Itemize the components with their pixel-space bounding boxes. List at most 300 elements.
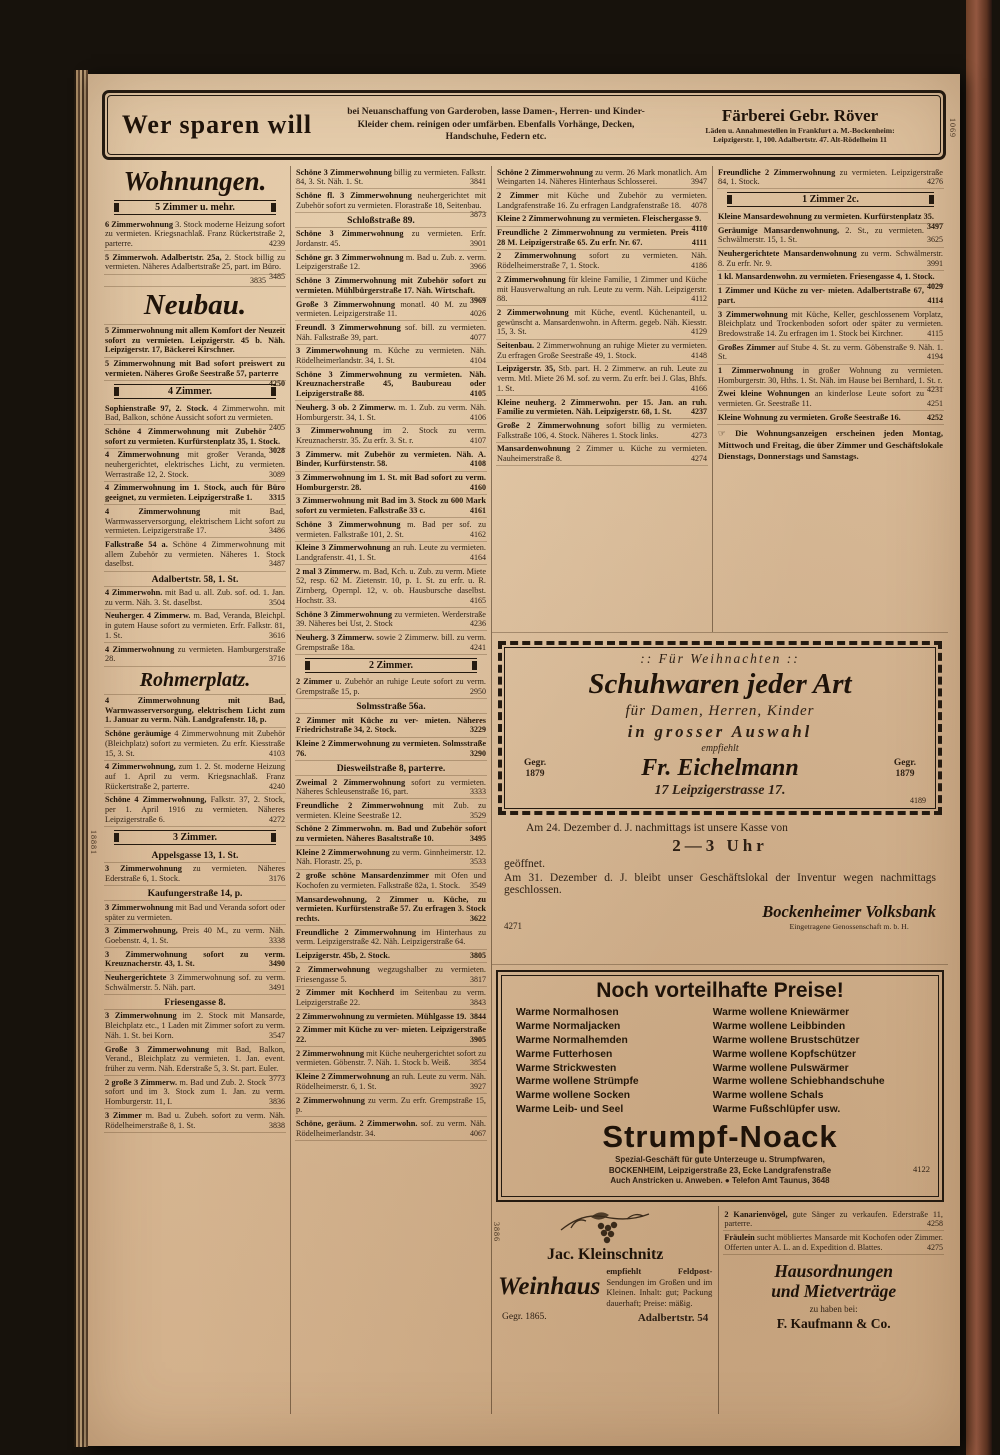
ad-lead: 1 Zimmerwohnung [718, 366, 803, 376]
ad-number: 4107 [470, 435, 486, 445]
ad-number: 4276 [927, 177, 943, 187]
bank-footer [504, 902, 936, 931]
ad-number: 4164 [470, 553, 486, 562]
classified-ad: Mansardenwohnung 2 Zimmer u. Küche zu vermieten. Nauheimerstraße 8. 4274 [496, 443, 708, 466]
ad-lead: 4 Zimmerwohnung [105, 644, 178, 654]
ad-number: 4275 [927, 1242, 943, 1252]
ad-lead: 4 Zimmerwohnung, [105, 762, 179, 772]
ad-lead: Große 2 Zimmerwohnung [497, 420, 607, 430]
ad-number: 4115 [927, 328, 943, 338]
wine-house-owner: Jac. Kleinschnitz [546, 1246, 664, 1263]
classified-ad: Kleine 2 Zimmerwohnung an ruh. Leute zu verm. Näh. Rödelheimerstr. 6, 1. St. 3927 [295, 1071, 487, 1094]
ad-number: 4236 [470, 619, 486, 629]
ad-lead: Geräumige Mansardenwohnung, [718, 225, 846, 235]
classified-ad: Geräumige Mansardenwohnung, 2. St., zu vermieten. Schwälmerstr. 15, 1. St. 3625 [717, 224, 944, 247]
bank-name: Bockenheimer Volksbank [762, 902, 936, 921]
classified-ad: 3 Zimmerwohnung im 2. Stock zu verm. Kreuznacherstr. 35. Zu erfr. 3. St. r. 4107 [295, 425, 487, 448]
ad-lead: 3 Zimmerwohnung [718, 309, 792, 319]
ad-lead: Kleine neuherg. 2 Zimmerwohn. [497, 397, 626, 407]
ad-number: 4026 [470, 309, 486, 319]
ad-number: 4110 [691, 224, 707, 234]
ad-lead: 3 Zimmerwohnung [296, 473, 368, 483]
ad-lead: Seitenbau. [497, 341, 537, 351]
classified-ad: Schöne 3 Zimmerwohnung billig zu vermieten. Falkstr. 84, 3. St. Näh. 1. St. 3841 [295, 166, 487, 189]
ad-lead: Schöne fl. 3 Zimmerwohnung [296, 190, 418, 200]
classified-ad: 3 Zimmerwohnung mit Küche, Keller, geschlossenem Vorplatz, Bleichplatz und Trockenboden sofort oder später zu vermieten. Bredowstraße 14. Zu erfragen im 1. Stock bei Kirchner. 4115 [717, 308, 944, 341]
classified-ad: 3 Zimmerwohnung mit Bad im 3. Stock zu 600 Mark sofort zu vermieten. Falkstraße 33 c. 4161 [295, 495, 487, 518]
classified-ad: Freundl. 3 Zimmerwohnung sof. bill. zu vermieten. Näh. Falkstraße 39, part. 4077 [295, 321, 487, 344]
ad-number: 4186 [691, 261, 707, 271]
ad-lead: 2 große schöne Mansardenzimmer [296, 871, 435, 881]
ad-lead: 2 Zimmer [296, 677, 336, 687]
ad-number: 3338 [269, 935, 285, 945]
ad-number: 3333 [470, 787, 486, 797]
price-list-item: Warme Fußschlüpfer usw. [712, 1104, 841, 1116]
ad-number: 2405 [269, 422, 285, 432]
ad-number: 4103 [269, 748, 285, 758]
ad-number: 3901 [470, 239, 486, 249]
ad-number: 3176 [269, 874, 285, 884]
ad-lead: Zwei kleine Wohnungen [718, 389, 815, 399]
section-divider: 5 Zimmer u. mehr. [114, 200, 276, 215]
ad-number: 3028 [269, 446, 285, 456]
bank-signature [762, 902, 936, 931]
ad-lead: Schöne 3 Zimmerwohnung [296, 369, 409, 379]
ad-number: 3504 [269, 597, 285, 607]
right-classifieds [492, 166, 948, 633]
ad-number: 3625 [927, 235, 943, 245]
ad-lead: Schöne 4 Zimmerwohnung mit [105, 426, 236, 436]
ad-lead: Fräulein [724, 1232, 758, 1242]
classified-ad: 4 Zimmerwohnung im 1. Stock, auch für Büro geeignet, zu vermieten. Leipzigerstraße 1. 3315 [104, 482, 286, 505]
ad-lead: 2 Zimmer mit Küche zu ver- [296, 1025, 402, 1035]
ad-number: 4129 [691, 327, 707, 337]
ad-lead: 2 Zimmerwohnung [497, 251, 590, 261]
advertiser-line3: Leipzigerstr. 1, 100. Adalbertstr. 47. Alt-Rödelheim 11 [713, 135, 887, 144]
ad-number: 3616 [269, 630, 285, 640]
book-spine-edge [966, 0, 992, 1455]
section-divider: 3 Zimmer. [114, 830, 276, 845]
ad-lead: Schöne 4 Zimmerwohnung, [105, 795, 211, 805]
price-list-item: Warme Normalhosen [516, 1007, 619, 1018]
ad-lead: Freundliche 2 Zimmerwohnung [718, 167, 840, 177]
classified-ad: Große 2 Zimmerwohnung sofort billig zu vermieten. Falkstraße 106, 4. Stock. Näheres 1. Stock links. 4273 [496, 419, 708, 442]
classified-ad: 5 Zimmerwoh. Adalbertstr. 25a, 2. Stock billig zu vermieten. Näheres Adalbertstraße 25, part. im Büro. 3485 [105, 252, 285, 282]
classified-ad: 4 Zimmerwohnung mit Bad, Warmwasserversorgung, elektrischem Licht zum 1. Januar zu verm. Näh. Landgrafenstr. 18, p. [104, 695, 286, 728]
classified-ad: Leipzigerstr. 35, Stb. part. H. 2 Zimmerw. an ruh. Leute zu verm. Mtl. Miete 26 M. sof. zu verm. Zu erfr. bei J. Glas, Bhfs. 1. St. 4166 [496, 363, 708, 396]
price-list-item: Warme wollene Pulswärmer [712, 1062, 849, 1074]
kaufmann-name: F. Kaufmann & Co. [776, 1316, 891, 1332]
ad-number: 4114 [927, 295, 943, 305]
founded-year: 1879 [525, 768, 545, 779]
grapevine-icon [557, 1208, 653, 1246]
ad-number: 4252 [927, 412, 943, 422]
classified-ad: Kleine Wohnung zu vermieten. Große Seestraße 16. 4252 [717, 411, 944, 425]
merchant-name: Fr. Eichelmann [641, 755, 799, 781]
display-heading: Rohmerplatz. [104, 667, 286, 695]
classified-ad: Schöne 4 Zimmerwohnung, Falkstr. 37, 2. Stock, per 1. April 1916 zu vermieten. Näheres Leipzigerstraße 6. 4272 [104, 794, 286, 827]
ad-number: 4148 [691, 350, 707, 360]
ad-number: 3485 [269, 272, 285, 282]
ad-lead: Neuherg. 3 ob. 2 Zimmerw. [296, 402, 399, 412]
display-heading: Neubau. [104, 287, 286, 325]
classified-ad: 1 Zimmerwohnung in großer Wohnung zu vermieten. Homburgerstr. 30, Hths. 1. St. Näh. im Hause bei Bernhard, 1. St. r. 4231 [718, 366, 944, 395]
classified-ad: Neuhergerichtete 3 Zimmerwohnung sof. zu verm. Schwälmerstr. 5. Näh. part. 3491 [104, 972, 286, 995]
ad-number: 4165 [470, 595, 486, 605]
ad-number: 3969 [470, 295, 486, 305]
classified-ad: Schöne 3 Zimmerwohnung m. Bad per sof. zu vermieten. Falkstraße 101, 2. St. 4162 [295, 518, 487, 541]
ad-number: 3927 [470, 1081, 486, 1091]
classified-ad: 4 Zimmerwohnung mit großer Veranda, neuhergerichtet, elektrisches Licht, zu vermieten. Werrastraße 12, 2. Stock. 3089 [104, 449, 286, 482]
classified-ad: Zweimal 2 Zimmerwohnung sofort zu vermieten. Näheres Schleusenstraße 16, part. 3333 [295, 776, 487, 799]
ad-number: 3495 [470, 834, 486, 844]
classified-ad: Zwei kleine Wohnungen an kinderlose Leute sofort zu vermieten. Gr. Seestraße 11. 4251 [717, 388, 944, 411]
ad-lead: Freundliche 2 Zimmerwohnung [296, 800, 433, 810]
shoe-store-ad [498, 641, 942, 815]
price-list-item: Warme wollene Kniewärmer [712, 1007, 850, 1018]
column-1 [100, 166, 291, 1414]
margin-number: 18881 [89, 830, 98, 855]
classified-ad: Großes Zimmer auf Stube 4. St. zu verm. Göbenstraße 9. Näh. 1. St. 4194 [717, 341, 944, 364]
ad-number: 4258 [927, 1219, 943, 1229]
top-ad-banner-inner [107, 95, 941, 155]
classified-ad: 2 Zimmerwohnung zu vermieten. Mühlgasse 19. 3844 [295, 1010, 487, 1024]
price-list-item: Warme wollene Schals [712, 1090, 824, 1102]
ad-lead: 2 Zimmer [497, 190, 548, 200]
ad-number: 4166 [691, 383, 707, 393]
ad-lead: 3 Zimmerwohnung [105, 949, 204, 959]
ad-number: 4271 [504, 921, 522, 931]
ad-number: 3487 [269, 559, 285, 569]
classified-ad: Kleine 2 Zimmerwohnung zu verm. Ginnheimerstr. 12. Näh. Florastr. 25, p. 3533 [295, 846, 487, 869]
founded-left [524, 758, 546, 779]
price-list-item: Warme wollene Leibbinden [712, 1020, 846, 1032]
store-sub3: Auch Anstricken u. Anweben. ● Telefon Amt Taunus, 3648 [610, 1175, 830, 1185]
price-list-item: Warme wollene Brustschützer [712, 1034, 860, 1046]
ad-number: 3838 [269, 1120, 285, 1130]
classified-ad: 2 Zimmerwohnung sofort zu vermieten. Näh. Rödelheimerstraße 7, 1. Stock. 4186 [496, 250, 708, 273]
ad-number: 3491 [269, 982, 285, 992]
ad-number: 4250 [269, 378, 285, 388]
column-3-list [496, 166, 708, 466]
ad-lead: 5 Zimmerwoh. Adalbertstr. 25a, [105, 252, 225, 262]
bank-line1: Am 24. Dezember d. J. nachmittags ist unsere Kasse von [526, 822, 788, 834]
merchant-address: 17 Leipzigerstrasse 17. [654, 783, 786, 798]
kaufmann-ad [723, 1261, 944, 1332]
classified-ad: 4 Zimmerwohnung zu vermieten. Hamburgerstraße 28. 3716 [104, 643, 286, 666]
classified-ad: 3 Zimmerwohnung m. Küche zu vermieten. Näh. Rödelheimerlandstr. 34, 1. St. 4104 [295, 345, 487, 368]
publisher-note: ☞ Die Wohnungsanzeigen erscheinen jeden Montag, Mittwoch und Freitag, die über Zimmer und Geschäftslokale Dienstags, Donnerstags und Samstags. [718, 428, 943, 461]
ad-number: 4273 [691, 430, 707, 440]
classified-ad: Schöne 3 Zimmerwohnung zu vermieten. Näh. Kreuznacherstraße 45, Baubureau oder Leipzigerstraße 88. 4105 [295, 368, 487, 401]
price-list-item: Warme wollene Schiebhandschuhe [712, 1076, 885, 1088]
bank-notice-ad [492, 817, 948, 965]
classified-ad [295, 950, 487, 964]
ad-number: 4161 [470, 506, 486, 516]
classified-ad: 2 Zimmer mit Kochherd im Seitenbau zu verm. Leipzigerstraße 22. 3843 [295, 987, 487, 1010]
ad-lead: Sophienstraße 97, 2. Stock. [105, 403, 214, 413]
classified-ad: 3 Zimmerwohnung, Preis 40 M., zu verm. Näh. Goebenstr. 4, 1. St. 3338 [104, 925, 286, 948]
classified-ad: Schöne geräumige 4 Zimmerwohnung mit Zubehör (Bleichplatz) sofort zu vermieten. Zu erfr. Kiesstraße 15, 3. St. 4103 [104, 728, 286, 761]
classified-ad: 4 Zimmerwohnung mit Bad, Warmwasserversorgung, elektrischem Licht sofort zu vermieten. Leipzigerstraße 17. 3486 [104, 505, 286, 538]
kaufmann-sub: zu haben bei: [809, 1304, 858, 1315]
column-1-list [104, 200, 286, 1133]
classified-ad: 4 Zimmerwohn. mit Bad u. all. Zub. sof. od. 1. Jan. zu verm. Näh. 3. St. daselbst. 3504 [104, 587, 286, 610]
founded-word: Gegr. [524, 758, 547, 769]
ad-empfiehlt: empfiehlt [701, 743, 739, 754]
classified-ad: Seitenbau. 2 Zimmerwohnung an ruhige Mieter zu vermieten. Zu erfragen Große Seestraße 49, 1. Stock. 4148 [496, 340, 708, 363]
margin-number: 1069 [948, 118, 957, 138]
bottom-ads-row [492, 1206, 948, 1414]
classified-ad: Kleine 2 Zimmerwohnung zu vermieten. Fleischergasse 9. 4110 [497, 214, 707, 234]
price-list-item: Warme Futterhosen [516, 1048, 613, 1060]
ad-lead: 3 Zimmerw. [296, 449, 348, 459]
wine-house-address: Adalbertstr. 54 [637, 1311, 709, 1324]
ad-lead: Schöne 2 Zimmerwohn. m. Bad [296, 824, 415, 834]
ad-lead: Große 3 Zimmerwohnung [296, 299, 401, 309]
ad-number: 4105 [470, 389, 486, 399]
street-header: Kaufungerstraße 14, p. [104, 886, 286, 901]
ad-number: 4274 [691, 454, 707, 464]
ad-number: 4111 [691, 237, 707, 247]
ad-number: 4122 [913, 1164, 930, 1174]
ad-number: 3966 [470, 262, 486, 272]
price-list-item: Warme Normaljacken [516, 1020, 621, 1032]
column-2-list [295, 166, 487, 1141]
wine-house-ad [492, 1206, 719, 1414]
classified-ad: 3 Zimmerwohnung im 1. St. mit Bad sofort zu verm. Homburgerstr. 28. 4160 [295, 472, 487, 495]
classified-ad: 2 Zimmerwohnung zu verm. Zu erfr. Grempstraße 15, p. [295, 1094, 487, 1117]
classified-ad: Freundliche 2 Zimmerwohnung zu vermieten. Leipzigerstraße 84, 1. Stock. 4276 [717, 166, 944, 189]
page-section-title: Wohnungen. [123, 166, 267, 196]
ad-headline: Schuhwaren jeder Art [588, 668, 852, 700]
ad-lead: Großes Zimmer [718, 342, 778, 352]
ad-lead: 2 Zimmerwohnung [296, 1095, 368, 1105]
ad-lead: Schöne 3 Zimmerwohnung mit [296, 276, 418, 286]
ad-number: 3622 [470, 913, 486, 923]
ad-number: 4108 [470, 459, 486, 469]
wine-house-body [498, 1266, 712, 1309]
classified-ad: Schöne 3 Zimmerwohnung mit Zubehör sofort zu vermieten. Mühlbürgerstraße 17. Näh. Wirtschaft. 3969 [296, 276, 486, 305]
ad-lead: Schöne 3 Zimmerwohnung [296, 167, 395, 177]
ad-number: 3947 [691, 177, 707, 187]
ad-number: 3315 [269, 493, 285, 503]
ad-number: 3089 [269, 469, 285, 479]
ad-number: 4189 [910, 796, 926, 805]
classified-ad: Schöne, geräum. 2 Zimmerwohn. sof. zu verm. Näh. Rödelheimerlandstr. 34. 4067 [295, 1117, 487, 1140]
ad-lead: 2 große 3 Zimmerw. [105, 1077, 180, 1087]
ad-subline2: in grosser Auswahl [627, 722, 813, 741]
ad-number: 4078 [691, 200, 707, 210]
ad-lead: 2 Zimmerwohnung [296, 1048, 367, 1058]
ad-lead: 4 Zimmerwohnung [105, 506, 230, 516]
ad-lead: 4 Zimmerwohnung [105, 483, 180, 493]
advertiser-name: Färberei Gebr. Röver [721, 106, 879, 125]
classified-ad: Schöne 3 Zimmerwohnung zu vermieten. Werderstraße 39. Näheres bei Ust, 2. Stock 4236 [295, 608, 487, 631]
classified-ad: Kleine Mansardewohnung zu vermieten. Kurfürstenplatz 35. 3497 [718, 211, 943, 231]
ad-number: 4077 [470, 332, 486, 342]
ad-number: 4194 [927, 352, 943, 362]
classified-ad: Mansardewohnung, 2 Zimmer u. Küche, zu vermieten. Kurfürstenstraße 57. Zu erfragen 3. Stock rechts. 3622 [295, 893, 487, 926]
ad-number: 3841 [470, 177, 486, 187]
wine-house-lead: empfiehlt Feldpost- [606, 1266, 713, 1276]
founded-year: 1879 [895, 768, 915, 779]
classified-ad: Große 3 Zimmerwohnung monatl. 40 M. zu vermieten. Leipzigerstraße 11. 4026 [295, 298, 487, 321]
bank-line3: Am 31. Dezember d. J. bleibt unser Geschäftslokal der Inventur wegen nachmittags geschlossen. [504, 872, 936, 896]
ad-number: 4104 [470, 356, 486, 366]
classified-ad: Schöne 3 Zimmerwohnung zu vermieten. Erfr. Jordanstr. 45. 3901 [295, 228, 487, 251]
ad-lead: Schöne 2 Zimmerwohnung [497, 167, 596, 177]
street-header: Appelsgasse 13, 1. St. [104, 848, 286, 863]
price-list-left [508, 1006, 707, 1117]
ad-number: 3497 [927, 221, 943, 231]
classified-columns [100, 166, 948, 1414]
ad-lead: 3 Zimmerwohnung [105, 1011, 183, 1021]
ad-number: 4112 [691, 294, 707, 304]
ad-lead: 2 Zimmer mit Küche zu ver- [296, 715, 425, 725]
ad-name-row [510, 755, 930, 782]
ad-number: 4231 [927, 385, 943, 395]
classified-ad: 2 Zimmer mit Küche zu ver- mieten. Näheres Friedrichstraße 34, 2. Stock. 3229 [295, 714, 487, 737]
ad-lead: 4 Zimmerwohn. [105, 588, 166, 598]
ad-lead: 2 Zimmerwohnung [497, 307, 575, 317]
classified-ad: Schöne 2 Zimmerwohn. m. Bad und Zubehör sofort zu vermieten. Näheres Basaltstraße 10. 3495 [295, 823, 487, 846]
ad-number: 4241 [470, 642, 486, 652]
ad-lead: 2 Zimmerwohnung [296, 1011, 367, 1021]
classified-ad: Schöne 4 Zimmerwohnung mit Zubehör sofort zu vermieten. Kurfürstenplatz 35, 1. Stock. 3028 [105, 426, 285, 456]
ad-lead: Kleine 2 Zimmerwohnung [296, 1072, 392, 1082]
classified-ad: 2 Zimmer u. Zubehör an ruhige Leute sofort zu verm. Grempstraße 15, p. 2950 [295, 676, 487, 699]
ad-lead: 3 Zimmerwohnung [296, 496, 367, 506]
classified-ad: 3 Zimmerwohnung mit Bad und Veranda sofort oder später zu vermieten. [104, 901, 286, 924]
column-4-list [717, 166, 944, 464]
ad-number: 4240 [269, 781, 285, 791]
banner-advertiser [666, 106, 940, 144]
ad-lead: Neuhergerichtete [105, 973, 170, 983]
classified-ad: Neuherg. 3 ob. 2 Zimmerw. m. 1. Zub. zu verm. Näh. Homburgerstr. 34, 1. St. 4106 [295, 401, 487, 424]
classified-ad: 1 Zimmer und Küche zu ver- mieten. Adalbertstraße 67, part. 4114 [717, 285, 944, 308]
pointing-hand-icon: ☞ [718, 429, 736, 440]
classified-ad: Freundliche 2 Zimmerwohnung im Hinterhaus zu verm. Leipzigerstraße 42. Näh. Leipzigerstraße 64. [295, 926, 487, 949]
section-divider: 1 Zimmer 2c. [727, 192, 934, 207]
classified-ad: 2 Zimmerwohnung mit Küche neuhergerichtet sofort zu vermieten. Göbenstr. 7. Näh. 1. Stock b. Weiß. 3854 [295, 1047, 487, 1070]
ad-number: 4029 [927, 282, 943, 292]
ad-lead: 6 Zimmerwohnung [105, 219, 176, 229]
ad-lead: Schöne geräumige [105, 729, 175, 739]
price-list-item: Warme wollene Kopfschützer [712, 1048, 857, 1060]
ad-number: 4067 [470, 1128, 486, 1138]
classified-ad: 3 Zimmerwohnung zu vermieten. Näheres Ederstraße 6, 1. Stock. 3176 [104, 863, 286, 886]
classified-ad: 2 große schöne Mansardenzimmer mit Ofen und Kochofen zu vermieten. Falkstraße 82a, 1. Stock. 3549 [295, 870, 487, 893]
ad-lead: 3 Zimmer [105, 1110, 146, 1120]
ad-number: 3716 [269, 654, 285, 664]
classified-ad: Neuherger. 4 Zimmerw. m. Bad, Veranda, Bleichpl. in gutem Hause sofort zu vermieten. Erfr. Falkstr. 81, 1. St. 3616 [104, 610, 286, 643]
street-header: Adalbertstr. 58, 1. St. [104, 572, 286, 587]
ad-lead: 2 mal 3 Zimmerw. [296, 566, 363, 576]
classified-ad: 3 Zimmerwohnung sofort zu verm. Kreuznacherstr. 43, 1. St. 3490 [104, 948, 286, 971]
ad-lead: 2 Zimmerwohnung [296, 964, 378, 974]
ad-number: 3844 [470, 1011, 486, 1021]
ad-lead: 3 Zimmerwohnung, [105, 926, 183, 936]
ad-number: 4160 [470, 482, 486, 492]
ad-lead: Mansardewohnung, [296, 894, 376, 904]
classified-ad: 2 Zimmer mit Küche und Zubehör zu vermieten. Landgrafenstraße 16. Zu erfragen Landgrafenstraße 18. 4078 [496, 189, 708, 212]
price-list-item: Warme Leib- und Seel [516, 1104, 624, 1116]
ad-number: 3835 [104, 275, 286, 287]
ad-lead: Kleine 2 Zimmerwohnung zu [296, 739, 403, 749]
classified-ad: Schöne 2 Zimmerwohnung zu verm. 26 Mark monatlich. Am Weingarten 14. Näheres Hinterhaus Schlosserei. 3947 [496, 166, 708, 189]
classified-ad: Neuhergerichtete Mansardenwohnung zu verm. Schwälmerstr. 8. Zu erfr. Nr. 9. 3991 [717, 248, 944, 271]
hosiery-price-ad [496, 970, 944, 1202]
ad-number: 3843 [470, 997, 486, 1007]
ad-lead: Freundliche 2 Zimmerwohnung [296, 927, 422, 937]
ad-lead: Schöne gr. 3 Zimmerwohnung [296, 252, 406, 262]
ad-number: 3817 [470, 974, 486, 984]
classified-ad: 3 Zimmer m. Bad u. Zubeh. sofort zu verm. Näh. Rödelheimerstraße 8, 1. St. 3838 [104, 1109, 286, 1132]
classified-ad: 3 Zimmerw. mit Zubehör zu vermieten. Näh. A. Binder, Kurfürstenstr. 58. 4108 [295, 448, 487, 471]
banner-slogan: Wer sparen will [121, 110, 313, 139]
kaufmann-headline1: Hausordnungen [774, 1260, 893, 1281]
ad-lead: 2 Kanarienvögel, [724, 1209, 793, 1219]
page-stack-edge [74, 70, 88, 1447]
classified-ad: Freundliche 2 Zimmerwohnung mit Zub. zu vermieten. Kleine Seestraße 12. 3529 [295, 799, 487, 822]
ad-lead: Schöne, geräum. 2 Zimmerwohn. [296, 1118, 421, 1128]
top-ad-banner [102, 90, 946, 160]
classified-ad: 5 Zimmerwohnung mit Bad sofort preiswert zu vermieten. Näheres Große Seestraße 57, parterre 4250 [105, 359, 285, 388]
ad-lead: 2 Zimmerwohnung [497, 274, 569, 284]
section-divider: 4 Zimmer. [114, 384, 276, 399]
ad-lead: Schöne 3 Zimmerwohnung [296, 609, 395, 619]
classified-ad: Falkstraße 54 a. Schöne 4 Zimmerwohnung mit allem Zubehör zu vermieten. Näheres 1. Stock daselbst. 3487 [104, 538, 286, 571]
newspaper-page [88, 74, 960, 1446]
ad-lead: Neuherger. 4 Zimmerw. [105, 611, 194, 621]
misc-ads [719, 1206, 948, 1414]
hosiery-price-ad-inner [501, 975, 939, 1197]
margin-number: 3886 [492, 1222, 501, 1242]
ad-subline: für Damen, Herren, Kinder [625, 703, 815, 719]
founded-right [894, 758, 916, 779]
wine-house-brand: Weinhaus [498, 1273, 601, 1301]
ad-lead: 3 Zimmerwohnung [105, 902, 176, 912]
ad-number: 4251 [927, 399, 943, 409]
ad-lead: 2 Zimmer mit Kochherd [296, 988, 400, 998]
ad-lead: 5 Zimmerwohnung mit Bad [105, 359, 215, 369]
ad-number: 2950 [470, 687, 486, 697]
section-divider: 2 Zimmer. [305, 658, 477, 673]
classified-ad: Neuherg. 3 Zimmerw. sowie 2 Zimmerw. bill. zu verm. Grempstraße 18a. 4241 [295, 631, 487, 654]
ad-lead: Kleine 3 Zimmerwohnung [296, 543, 393, 553]
price-list-item: Warme Normalhemden [516, 1034, 628, 1046]
classified-ad: Fräulein sucht möbliertes Mansarde mit Kochofen oder Zimmer. Offerten unter A. L. an d. Expedition d. Blattes. 4275 [723, 1231, 944, 1254]
classified-ad: 2 große 3 Zimmerw. m. Bad und Zub. 2. Stock sofort und im 3. Stock zum 1. Jan. zu verm. Homburgerstr. 11, I. 3836 [104, 1076, 286, 1109]
price-list-item: Warme wollene Strümpfe [516, 1076, 639, 1088]
classified-ad: 2 Zimmerwohnung mit Küche, eventl. Küchenanteil, u. gewünscht a. Mansardenwohn. in Afterm. gegeb. Näh. Kiesstr. 15, 3. St. 4129 [496, 306, 708, 339]
price-list-item: Warme Strickwesten [516, 1062, 617, 1074]
bank-subtitle: Eingetragene Genossenschaft m. b. H. [789, 922, 909, 931]
classified-ad: 1 kl. Mansardenwohn. zu vermieten. Friesengasse 4, 1. Stock. 4029 [718, 272, 943, 292]
ad-number: 3991 [927, 258, 943, 268]
kaufmann-headline2: und Mietverträge [771, 1280, 897, 1301]
price-list-item: Warme wollene Socken [516, 1090, 631, 1102]
ad-number: 3547 [269, 1030, 285, 1040]
classified-ad: Kleine neuherg. 2 Zimmerwohn. per 15. Jan. an ruh. Familie zu vermieten. Näh. Leipzigerstr. 68, 1. St. 4237 [496, 396, 708, 419]
ad-number: 3873 [470, 210, 486, 220]
founded-year: Gegr. 1865. [502, 1311, 547, 1322]
ad-lead: 1 kl. Mansardenwohn. [718, 272, 800, 282]
street-header: Solmsstraße 56a. [295, 699, 487, 714]
classified-ad: Kleine 3 Zimmerwohnung an ruh. Leute zu vermieten. Landgrafenstr. 41, 1. St. 4164 [295, 542, 487, 565]
ad-number: 4106 [470, 412, 486, 422]
